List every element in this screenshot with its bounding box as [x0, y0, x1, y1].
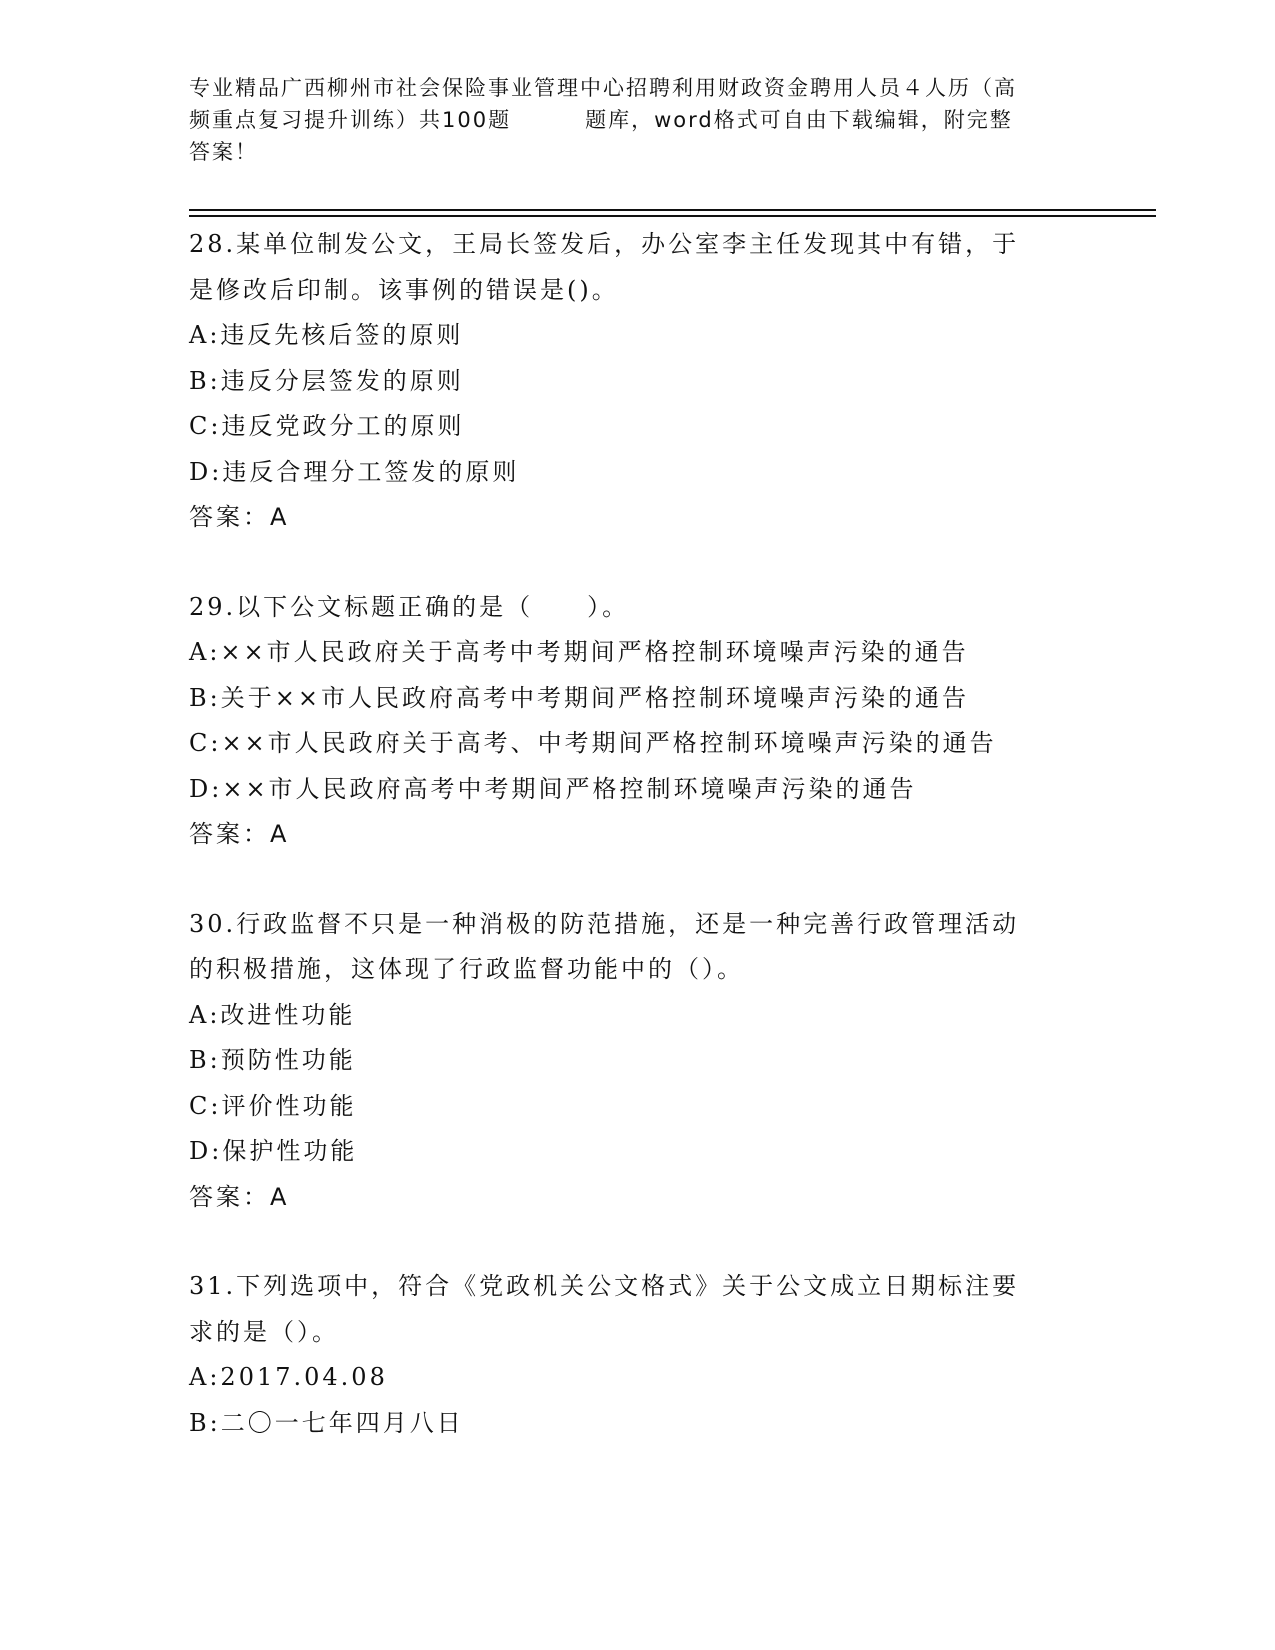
option-a: A:违反先核后签的原则 — [189, 321, 464, 349]
answer-line: 答案：A — [189, 1182, 290, 1211]
question-31 — [189, 1264, 1149, 1446]
option-b: B:二〇一七年四月八日 — [189, 1408, 464, 1437]
option-b: B:预防性功能 — [189, 1046, 356, 1074]
option-d: D:保护性功能 — [189, 1137, 358, 1165]
answer-line: 答案：A — [189, 503, 290, 531]
question-text — [189, 902, 1149, 993]
header-line-3: 答案！ — [189, 140, 258, 164]
question-text — [189, 585, 1149, 631]
question-text — [189, 222, 1149, 313]
option-a: A:2017.04.08 — [189, 1363, 388, 1391]
option-a: A:××市人民政府关于高考中考期间严格控制环境噪声污染的通告 — [189, 638, 969, 666]
option-c: C:评价性功能 — [189, 1091, 357, 1120]
question-29 — [189, 585, 1149, 858]
question-30 — [189, 902, 1149, 1221]
option-b: B:关于××市人民政府高考中考期间严格控制环境噪声污染的通告 — [189, 683, 969, 712]
option-c: C:××市人民政府关于高考、中考期间严格控制环境噪声污染的通告 — [189, 729, 997, 757]
question-text-line: 求的是（）。 — [189, 1317, 339, 1346]
option-d: D:违反合理分工签发的原则 — [189, 457, 520, 486]
question-text-line: 29.以下公文标题正确的是（ ）。 — [189, 592, 630, 621]
option-c: C:违反党政分工的原则 — [189, 412, 465, 440]
header-divider-top — [189, 209, 1156, 211]
option-d: D:××市人民政府高考中考期间严格控制环境噪声污染的通告 — [189, 774, 917, 803]
document-header — [189, 72, 1094, 168]
question-text-line: 是修改后印制。该事例的错误是()。 — [189, 275, 619, 304]
answer-line: 答案：A — [189, 820, 290, 848]
option-a: A:改进性功能 — [189, 1000, 356, 1029]
header-line-1: 专业精品广西柳州市社会保险事业管理中心招聘利用财政资金聘用人员４人历（高 — [189, 76, 1017, 100]
question-text-line: 31.下列选项中，符合《党政机关公文格式》关于公文成立日期标注要 — [189, 1272, 1020, 1300]
question-list — [189, 222, 1149, 1490]
question-text-line: 28.某单位制发公文，王局长签发后，办公室李主任发现其中有错，于 — [189, 230, 1020, 258]
question-28 — [189, 222, 1149, 541]
question-text-line: 的积极措施，这体现了行政监督功能中的（）。 — [189, 955, 744, 983]
question-text — [189, 1264, 1149, 1355]
header-line-2-part-1: 频重点复习提升训练）共100题 — [189, 108, 512, 132]
question-text-line: 30.行政监督不只是一种消极的防范措施，还是一种完善行政管理活动 — [189, 909, 1020, 938]
option-b: B:违反分层签发的原则 — [189, 366, 464, 395]
header-line-2-part-2: 题库，word格式可自由下载编辑，附完整 — [585, 108, 1013, 132]
header-divider-bottom — [189, 215, 1156, 217]
header-line-2 — [189, 104, 1094, 136]
